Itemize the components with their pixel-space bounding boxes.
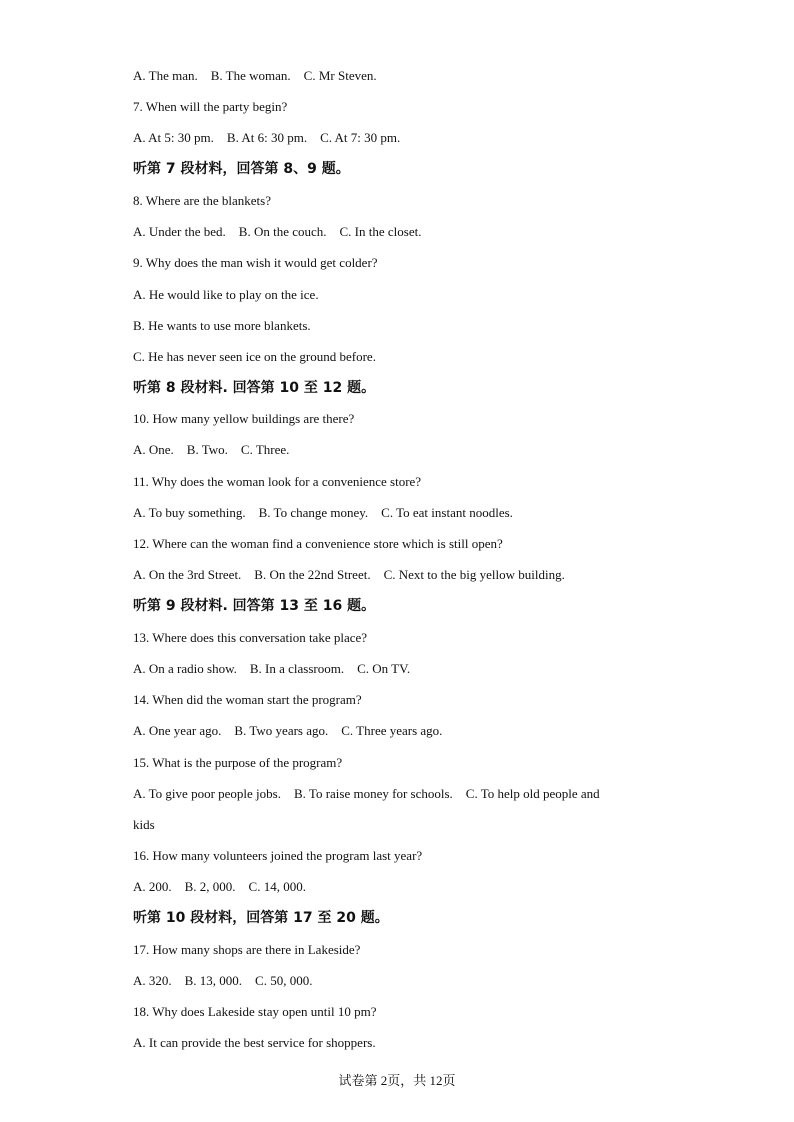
answer-option-q9-c: C. He has never seen ice on the ground before. bbox=[133, 349, 376, 364]
answer-options-q14: A. One year ago. B. Two years ago. C. Three years ago. bbox=[133, 723, 443, 738]
answer-options-q11: A. To buy something. B. To change money. C. To eat instant noodles. bbox=[133, 505, 513, 520]
question-18: 18. Why does Lakeside stay open until 10 pm? bbox=[133, 1004, 377, 1019]
question-13: 13. Where does this conversation take place? bbox=[133, 630, 368, 645]
answer-options-q16: A. 200. B. 2, 000. C. 14, 000. bbox=[133, 879, 306, 894]
question-7: 7. When will the party begin? bbox=[133, 99, 288, 114]
question-11: 11. Why does the woman look for a convenience store? bbox=[133, 474, 422, 489]
page-footer: 试卷第 2页，共 12页 bbox=[338, 1073, 456, 1088]
question-12: 12. Where can the woman find a convenience store which is still open? bbox=[133, 536, 503, 551]
answer-option-q9-a: A. He would like to play on the ice. bbox=[133, 287, 319, 302]
answer-options-q6: A. The man. B. The woman. C. Mr Steven. bbox=[133, 68, 377, 83]
answer-options-q15: A. To give poor people jobs. B. To raise money for schools. C. To help old people and bbox=[133, 786, 600, 801]
section-heading-7: 听第 7 段材料，回答第 8、9 题。 bbox=[133, 161, 350, 177]
question-10: 10. How many yellow buildings are there? bbox=[133, 411, 355, 426]
question-15: 15. What is the purpose of the program? bbox=[133, 755, 343, 770]
answer-options-q10: A. One. B. Two. C. Three. bbox=[133, 442, 290, 457]
answer-options-q8: A. Under the bed. B. On the couch. C. In the closet. bbox=[133, 224, 422, 239]
question-16: 16. How many volunteers joined the program last year? bbox=[133, 848, 423, 863]
answer-options-q15-continued: kids bbox=[133, 817, 155, 832]
answer-options-q13: A. On a radio show. B. In a classroom. C. On TV. bbox=[133, 661, 411, 676]
answer-option-q9-b: B. He wants to use more blankets. bbox=[133, 318, 311, 333]
answer-options-q7: A. At 5: 30 pm. B. At 6: 30 pm. C. At 7: 30 pm. bbox=[133, 130, 401, 145]
section-heading-8: 听第 8 段材料. 回答第 10 至 12 题。 bbox=[133, 380, 376, 396]
answer-option-q18-a: A. It can provide the best service for shoppers. bbox=[133, 1035, 376, 1050]
question-9: 9. Why does the man wish it would get colder? bbox=[133, 255, 378, 270]
answer-options-q12: A. On the 3rd Street. B. On the 22nd Street. C. Next to the big yellow building. bbox=[133, 567, 565, 582]
section-heading-9: 听第 9 段材料. 回答第 13 至 16 题。 bbox=[133, 598, 376, 614]
question-17: 17. How many shops are there in Lakeside? bbox=[133, 942, 361, 957]
answer-options-q17: A. 320. B. 13, 000. C. 50, 000. bbox=[133, 973, 313, 988]
question-14: 14. When did the woman start the program? bbox=[133, 692, 362, 707]
section-heading-10: 听第 10 段材料，回答第 17 至 20 题。 bbox=[133, 910, 389, 926]
question-8: 8. Where are the blankets? bbox=[133, 193, 271, 208]
